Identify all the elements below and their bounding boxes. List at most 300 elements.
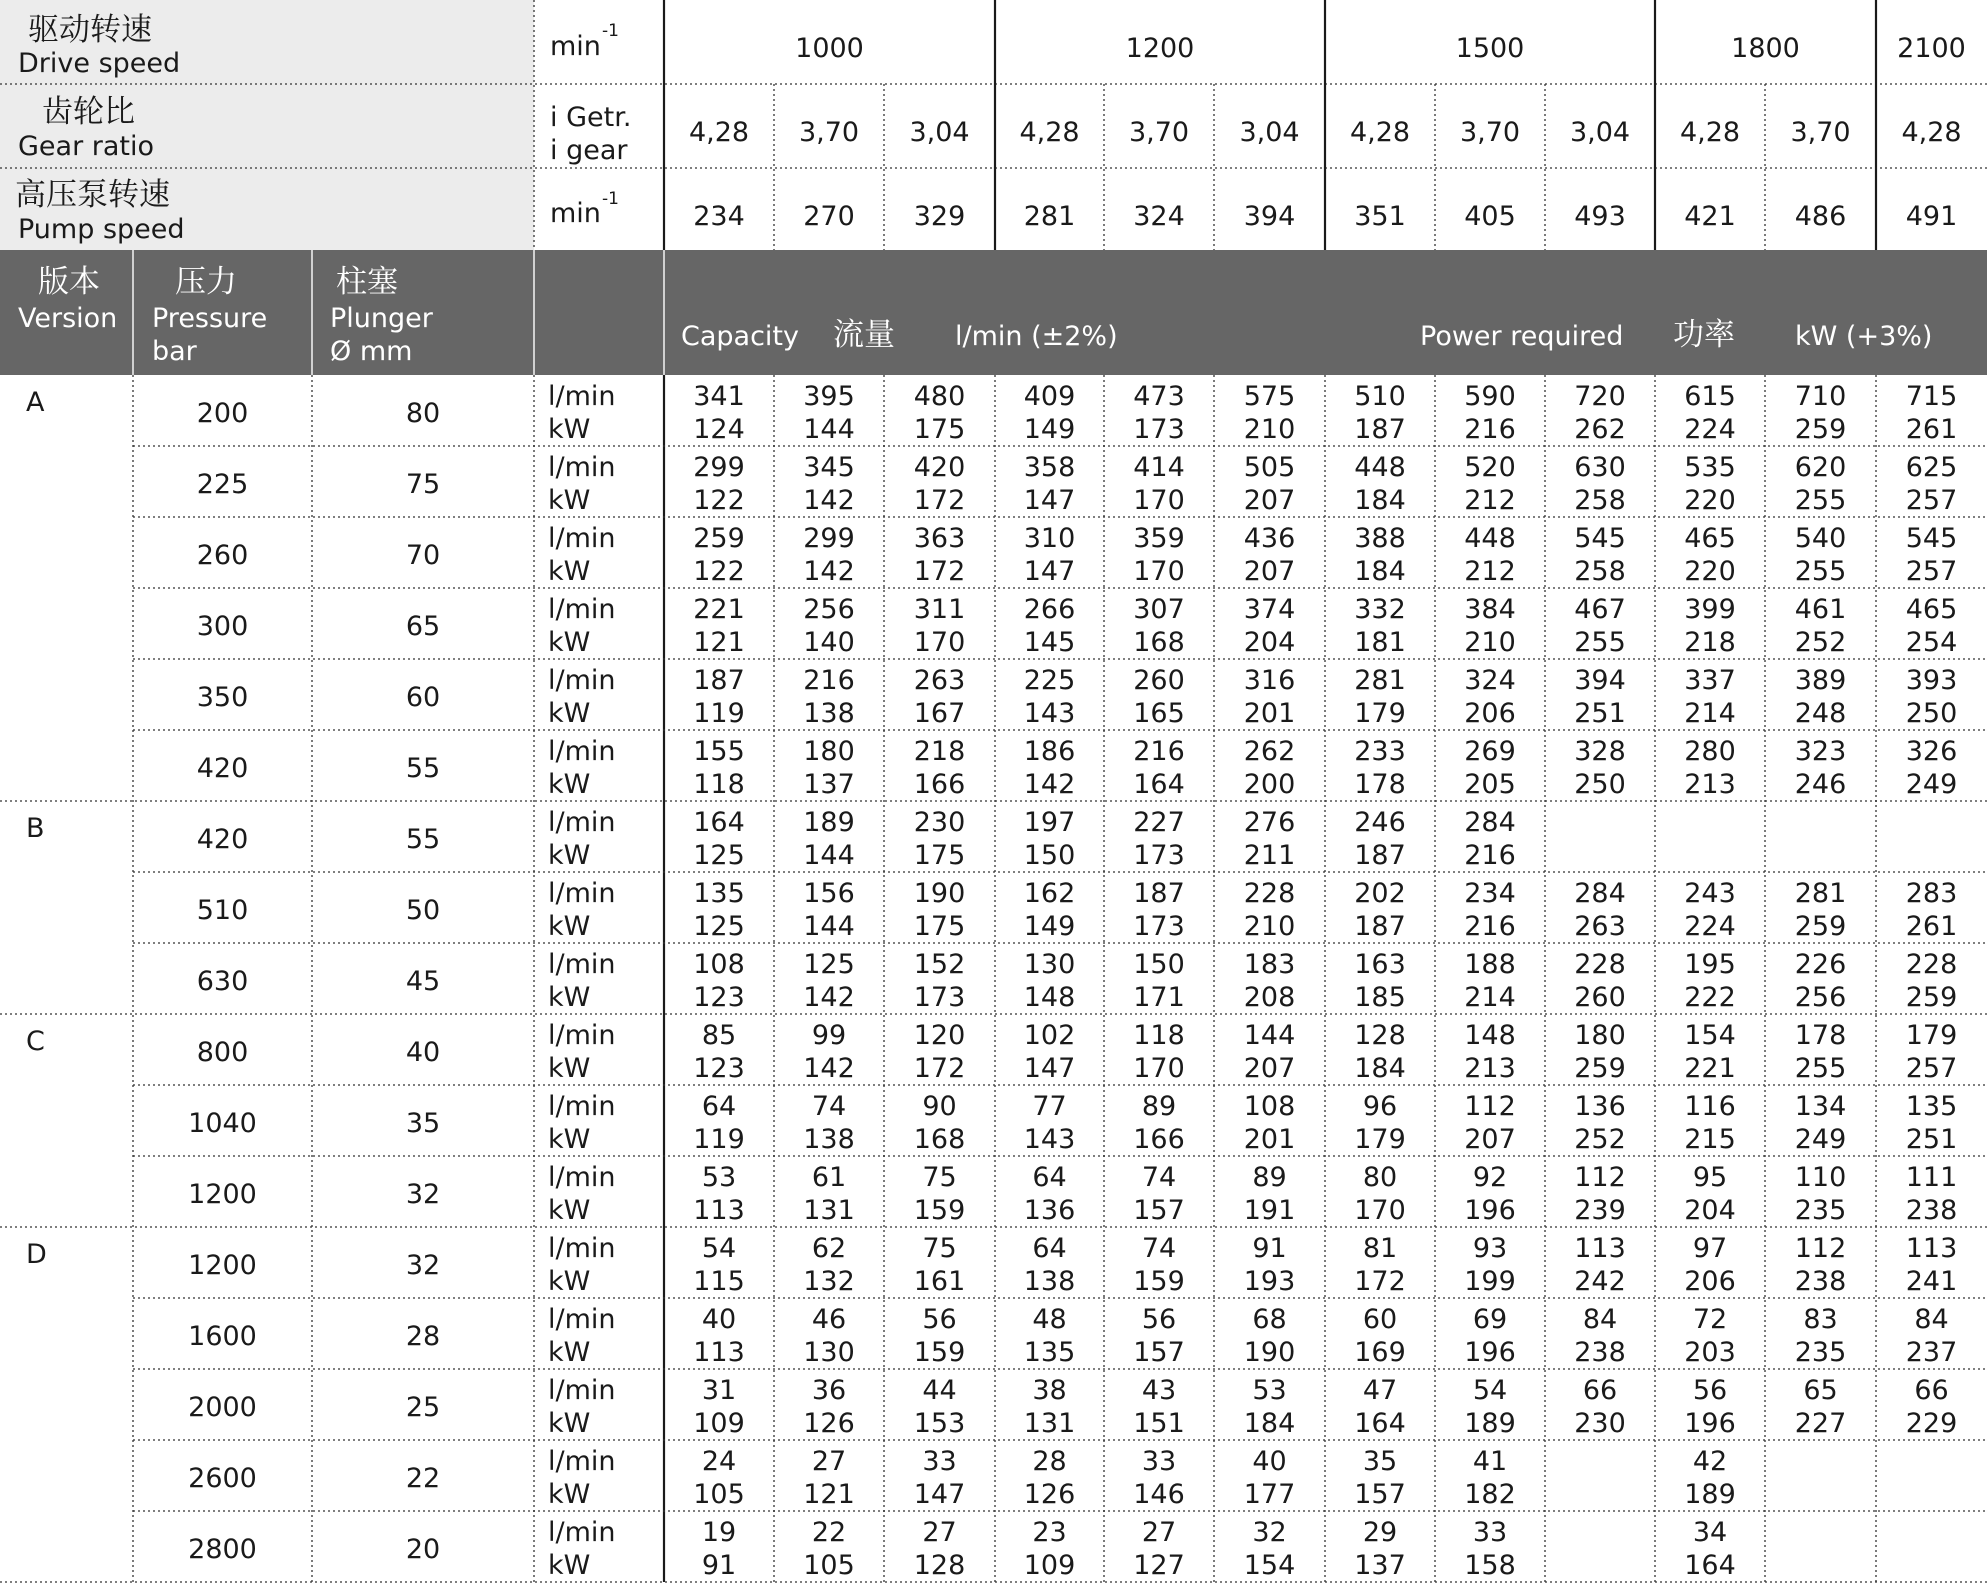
flow-value: 135 xyxy=(693,878,745,909)
flow-value: 179 xyxy=(1905,1020,1958,1051)
power-value: 252 xyxy=(1574,1124,1626,1155)
pump-speed-value: 493 xyxy=(1574,201,1626,232)
power-value: 121 xyxy=(693,627,745,658)
power-value: 255 xyxy=(1794,1053,1847,1084)
power-value: 165 xyxy=(1133,698,1185,729)
power-value: 238 xyxy=(1574,1337,1626,1368)
power-value: 113 xyxy=(693,1337,745,1368)
pressure-value: 2800 xyxy=(188,1534,257,1565)
power-value: 170 xyxy=(1133,1053,1185,1084)
plunger-value: 45 xyxy=(405,966,441,997)
power-value: 127 xyxy=(1133,1550,1185,1581)
power-unit-label: kW xyxy=(548,1550,591,1581)
flow-value: 38 xyxy=(1032,1375,1067,1406)
power-value: 252 xyxy=(1794,627,1847,658)
pressure-value: 800 xyxy=(196,1037,249,1068)
power-value: 170 xyxy=(1133,556,1185,587)
plunger-value: 35 xyxy=(405,1108,441,1139)
power-value: 214 xyxy=(1684,698,1736,729)
flow-value: 461 xyxy=(1794,594,1847,625)
flow-value: 545 xyxy=(1905,523,1958,554)
pump-speed-value: 405 xyxy=(1464,201,1516,232)
power-value: 115 xyxy=(693,1266,745,1297)
power-value: 263 xyxy=(1574,911,1626,942)
flow-value: 44 xyxy=(922,1375,957,1406)
flow-value: 108 xyxy=(693,949,745,980)
flow-value: 316 xyxy=(1243,665,1296,696)
power-value: 235 xyxy=(1794,1195,1847,1226)
power-header-cn: 功率 xyxy=(1673,317,1735,353)
power-value: 171 xyxy=(1133,982,1185,1013)
flow-value: 448 xyxy=(1464,523,1516,554)
flow-value: 465 xyxy=(1684,523,1736,554)
power-value: 138 xyxy=(803,698,855,729)
power-unit-label: kW xyxy=(548,911,591,942)
flow-value: 234 xyxy=(1464,878,1516,909)
flow-value: 307 xyxy=(1133,594,1185,625)
power-value: 257 xyxy=(1905,556,1958,587)
flow-value: 384 xyxy=(1464,594,1516,625)
flow-unit-label: l/min xyxy=(548,1375,616,1406)
flow-value: 395 xyxy=(803,381,855,412)
flow-value: 112 xyxy=(1794,1233,1847,1264)
flow-value: 540 xyxy=(1794,523,1847,554)
flow-value: 27 xyxy=(811,1446,847,1477)
power-value: 175 xyxy=(913,911,966,942)
plunger-value: 60 xyxy=(405,682,441,713)
power-value: 200 xyxy=(1243,769,1296,800)
gear-ratio-value: 3,04 xyxy=(909,117,970,148)
flow-value: 33 xyxy=(1472,1517,1508,1548)
flow-value: 47 xyxy=(1362,1375,1398,1406)
power-value: 144 xyxy=(803,840,855,871)
flow-value: 56 xyxy=(1141,1304,1177,1335)
version-label: B xyxy=(26,813,45,844)
flow-value: 420 xyxy=(913,452,966,483)
plunger-value: 80 xyxy=(405,398,441,429)
drive-speed-value: 1200 xyxy=(1125,33,1195,64)
flow-value: 266 xyxy=(1023,594,1076,625)
flow-unit-label: l/min xyxy=(548,1304,616,1335)
flow-value: 178 xyxy=(1794,1020,1847,1051)
power-value: 142 xyxy=(803,556,855,587)
flow-value: 84 xyxy=(1914,1304,1949,1335)
power-value: 187 xyxy=(1354,911,1406,942)
flow-value: 720 xyxy=(1574,381,1626,412)
power-value: 122 xyxy=(693,485,745,516)
power-value: 137 xyxy=(803,769,855,800)
flow-unit-label: l/min xyxy=(548,949,616,980)
flow-value: 118 xyxy=(1133,1020,1185,1051)
flow-value: 74 xyxy=(811,1091,847,1122)
flow-value: 246 xyxy=(1354,807,1406,838)
power-value: 227 xyxy=(1794,1408,1847,1439)
gear-ratio-value: 4,28 xyxy=(1349,117,1411,148)
power-value: 208 xyxy=(1243,982,1296,1013)
power-value: 196 xyxy=(1464,1195,1516,1226)
flow-value: 228 xyxy=(1243,878,1296,909)
power-value: 124 xyxy=(693,414,745,445)
plunger-value: 32 xyxy=(405,1179,441,1210)
power-value: 251 xyxy=(1574,698,1626,729)
power-value: 119 xyxy=(693,1124,745,1155)
flow-value: 116 xyxy=(1684,1091,1736,1122)
pressure-value: 1200 xyxy=(188,1179,257,1210)
power-value: 173 xyxy=(1133,911,1185,942)
power-value: 241 xyxy=(1905,1266,1958,1297)
power-value: 207 xyxy=(1243,556,1296,587)
flow-value: 590 xyxy=(1464,381,1516,412)
power-value: 142 xyxy=(803,1053,855,1084)
flow-value: 328 xyxy=(1574,736,1626,767)
flow-value: 163 xyxy=(1354,949,1406,980)
plunger-value: 55 xyxy=(405,824,441,855)
flow-unit-label: l/min xyxy=(548,452,616,483)
gear-ratio-value: 3,70 xyxy=(1128,117,1190,148)
flow-value: 75 xyxy=(922,1162,957,1193)
flow-value: 180 xyxy=(1574,1020,1626,1051)
flow-value: 32 xyxy=(1252,1517,1287,1548)
flow-value: 216 xyxy=(803,665,855,696)
flow-value: 27 xyxy=(922,1517,957,1548)
power-value: 181 xyxy=(1354,627,1406,658)
power-value: 238 xyxy=(1794,1266,1847,1297)
power-value: 204 xyxy=(1684,1195,1736,1226)
power-unit-label: kW xyxy=(548,1195,591,1226)
flow-value: 60 xyxy=(1362,1304,1398,1335)
pressure-value: 420 xyxy=(196,753,249,784)
flow-value: 84 xyxy=(1582,1304,1618,1335)
flow-unit-label: l/min xyxy=(548,878,616,909)
flow-value: 92 xyxy=(1472,1162,1508,1193)
version-header-en: Version xyxy=(18,303,118,334)
power-value: 177 xyxy=(1243,1479,1296,1510)
plunger-value: 40 xyxy=(405,1037,441,1068)
pump-speed-value: 486 xyxy=(1794,201,1847,232)
power-value: 172 xyxy=(913,556,966,587)
plunger-value: 70 xyxy=(405,540,441,571)
gear-ratio-value: 4,28 xyxy=(1901,117,1962,148)
header-band-background xyxy=(0,250,1987,375)
version-label: D xyxy=(26,1239,47,1270)
flow-value: 281 xyxy=(1354,665,1406,696)
version-header-cn: 版本 xyxy=(38,264,100,300)
power-value: 257 xyxy=(1905,1053,1958,1084)
flow-value: 128 xyxy=(1354,1020,1406,1051)
power-value: 159 xyxy=(1133,1266,1185,1297)
flow-value: 102 xyxy=(1023,1020,1076,1051)
power-value: 199 xyxy=(1464,1266,1516,1297)
plunger-value: 20 xyxy=(405,1534,441,1565)
pump-speed-value: 351 xyxy=(1354,201,1406,232)
power-value: 215 xyxy=(1684,1124,1736,1155)
power-value: 168 xyxy=(913,1124,966,1155)
pressure-header-en: Pressure xyxy=(152,303,268,334)
flow-value: 510 xyxy=(1354,381,1406,412)
power-value: 249 xyxy=(1794,1124,1847,1155)
power-value: 131 xyxy=(1023,1408,1076,1439)
plunger-value: 32 xyxy=(405,1250,441,1281)
flow-unit-label: l/min xyxy=(548,523,616,554)
power-value: 166 xyxy=(1133,1124,1185,1155)
power-value: 142 xyxy=(1023,769,1076,800)
flow-value: 66 xyxy=(1914,1375,1949,1406)
flow-value: 281 xyxy=(1794,878,1847,909)
power-value: 212 xyxy=(1464,556,1516,587)
power-value: 210 xyxy=(1243,414,1296,445)
power-value: 190 xyxy=(1243,1337,1296,1368)
flow-value: 197 xyxy=(1023,807,1076,838)
flow-value: 91 xyxy=(1252,1233,1287,1264)
power-value: 131 xyxy=(803,1195,855,1226)
pump-speed-label-cn: 高压泵转速 xyxy=(15,177,170,213)
power-unit-label: kW xyxy=(548,1337,591,1368)
pump-speed-value: 421 xyxy=(1684,201,1736,232)
power-unit-label: kW xyxy=(548,1124,591,1155)
power-value: 191 xyxy=(1243,1195,1296,1226)
flow-value: 28 xyxy=(1032,1446,1067,1477)
flow-value: 48 xyxy=(1032,1304,1067,1335)
flow-value: 74 xyxy=(1141,1162,1177,1193)
flow-unit-label: l/min xyxy=(548,1020,616,1051)
pressure-header-cn: 压力 xyxy=(175,264,237,300)
flow-value: 19 xyxy=(701,1517,737,1548)
flow-value: 113 xyxy=(1574,1233,1626,1264)
flow-value: 81 xyxy=(1362,1233,1398,1264)
power-value: 184 xyxy=(1354,556,1406,587)
flow-value: 358 xyxy=(1023,452,1076,483)
flow-value: 75 xyxy=(922,1233,957,1264)
power-value: 221 xyxy=(1684,1053,1736,1084)
flow-value: 89 xyxy=(1141,1091,1177,1122)
pressure-value: 350 xyxy=(196,682,249,713)
flow-value: 64 xyxy=(701,1091,737,1122)
power-value: 255 xyxy=(1794,556,1847,587)
flow-value: 53 xyxy=(701,1162,737,1193)
power-value: 224 xyxy=(1684,911,1736,942)
power-value: 250 xyxy=(1574,769,1626,800)
flow-value: 190 xyxy=(913,878,966,909)
power-value: 136 xyxy=(1023,1195,1076,1226)
pressure-value: 200 xyxy=(196,398,249,429)
power-value: 173 xyxy=(1133,840,1185,871)
flow-value: 323 xyxy=(1794,736,1847,767)
plunger-value: 50 xyxy=(405,895,441,926)
power-value: 157 xyxy=(1133,1195,1185,1226)
power-value: 173 xyxy=(1133,414,1185,445)
power-value: 239 xyxy=(1574,1195,1626,1226)
power-unit-label: kW xyxy=(548,1408,591,1439)
drive-speed-value: 1800 xyxy=(1731,33,1800,64)
pump-speed-value: 234 xyxy=(693,201,745,232)
power-value: 238 xyxy=(1905,1195,1958,1226)
flow-value: 65 xyxy=(1803,1375,1838,1406)
drive-speed-value: 1000 xyxy=(795,33,864,64)
power-value: 118 xyxy=(693,769,745,800)
version-label: C xyxy=(26,1026,45,1057)
flow-value: 715 xyxy=(1905,381,1958,412)
flow-value: 341 xyxy=(693,381,745,412)
power-value: 255 xyxy=(1574,627,1626,658)
power-value: 189 xyxy=(1684,1479,1736,1510)
power-value: 173 xyxy=(913,982,966,1013)
gear-ratio-value: 4,28 xyxy=(1019,117,1080,148)
pressure-value: 260 xyxy=(196,540,249,571)
flow-unit-label: l/min xyxy=(548,1091,616,1122)
pump-speed-value: 281 xyxy=(1023,201,1076,232)
drive-speed-label-en: Drive speed xyxy=(18,48,181,79)
power-value: 170 xyxy=(913,627,966,658)
power-value: 211 xyxy=(1243,840,1296,871)
power-value: 119 xyxy=(693,698,745,729)
power-unit-label: kW xyxy=(548,1053,591,1084)
flow-value: 22 xyxy=(811,1517,847,1548)
power-value: 149 xyxy=(1023,414,1076,445)
power-value: 258 xyxy=(1574,556,1626,587)
power-value: 205 xyxy=(1464,769,1516,800)
flow-value: 36 xyxy=(811,1375,847,1406)
power-value: 257 xyxy=(1905,485,1958,516)
gear-ratio-value: 3,04 xyxy=(1569,117,1631,148)
power-value: 172 xyxy=(913,485,966,516)
power-value: 213 xyxy=(1464,1053,1516,1084)
flow-value: 64 xyxy=(1032,1162,1067,1193)
power-header-en: Power required xyxy=(1420,321,1624,352)
flow-value: 156 xyxy=(803,878,855,909)
power-value: 144 xyxy=(803,414,855,445)
flow-value: 448 xyxy=(1354,452,1406,483)
flow-unit-label: l/min xyxy=(548,594,616,625)
gear-ratio-unit-line1: i Getr. xyxy=(550,102,632,133)
power-value: 261 xyxy=(1905,911,1958,942)
flow-value: 66 xyxy=(1582,1375,1618,1406)
flow-value: 85 xyxy=(701,1020,737,1051)
flow-value: 465 xyxy=(1905,594,1958,625)
flow-value: 409 xyxy=(1023,381,1076,412)
power-unit-label: kW xyxy=(548,556,591,587)
flow-value: 225 xyxy=(1023,665,1076,696)
power-value: 178 xyxy=(1354,769,1406,800)
flow-value: 162 xyxy=(1023,878,1076,909)
flow-value: 520 xyxy=(1464,452,1516,483)
flow-value: 23 xyxy=(1032,1517,1067,1548)
flow-value: 83 xyxy=(1803,1304,1838,1335)
power-value: 210 xyxy=(1464,627,1516,658)
flow-value: 202 xyxy=(1354,878,1406,909)
flow-unit-label: l/min xyxy=(548,1446,616,1477)
power-value: 172 xyxy=(1354,1266,1406,1297)
flow-value: 89 xyxy=(1252,1162,1287,1193)
flow-value: 233 xyxy=(1354,736,1406,767)
flow-value: 299 xyxy=(693,452,745,483)
power-value: 164 xyxy=(1354,1408,1406,1439)
power-value: 138 xyxy=(1023,1266,1076,1297)
power-value: 201 xyxy=(1243,1124,1296,1155)
power-value: 184 xyxy=(1243,1408,1296,1439)
power-value: 196 xyxy=(1684,1408,1736,1439)
pump-speed-unit: min xyxy=(550,198,601,229)
power-value: 203 xyxy=(1684,1337,1736,1368)
flow-unit-label: l/min xyxy=(548,736,616,767)
power-value: 216 xyxy=(1464,911,1516,942)
flow-value: 31 xyxy=(701,1375,737,1406)
power-value: 206 xyxy=(1684,1266,1736,1297)
power-value: 261 xyxy=(1905,414,1958,445)
power-value: 187 xyxy=(1354,414,1406,445)
power-value: 132 xyxy=(803,1266,855,1297)
power-value: 147 xyxy=(913,1479,966,1510)
flow-value: 620 xyxy=(1794,452,1847,483)
flow-value: 144 xyxy=(1243,1020,1296,1051)
power-value: 201 xyxy=(1243,698,1296,729)
power-value: 157 xyxy=(1354,1479,1406,1510)
flow-unit-label: l/min xyxy=(548,1162,616,1193)
power-value: 246 xyxy=(1794,769,1847,800)
flow-value: 227 xyxy=(1133,807,1185,838)
power-value: 161 xyxy=(913,1266,966,1297)
flow-value: 29 xyxy=(1362,1517,1398,1548)
pressure-value: 2000 xyxy=(188,1392,257,1423)
flow-value: 345 xyxy=(803,452,855,483)
flow-value: 27 xyxy=(1141,1517,1177,1548)
pressure-value: 510 xyxy=(196,895,249,926)
pressure-value: 225 xyxy=(196,469,249,500)
power-value: 105 xyxy=(803,1550,855,1581)
power-value: 143 xyxy=(1023,1124,1076,1155)
power-value: 216 xyxy=(1464,840,1516,871)
pump-speed-unit-sup: -1 xyxy=(602,189,619,209)
flow-value: 284 xyxy=(1574,878,1626,909)
power-value: 170 xyxy=(1354,1195,1406,1226)
plunger-header-en: Plunger xyxy=(330,303,433,334)
power-value: 224 xyxy=(1684,414,1736,445)
power-value: 109 xyxy=(1023,1550,1076,1581)
flow-value: 414 xyxy=(1133,452,1185,483)
flow-value: 221 xyxy=(693,594,745,625)
power-value: 237 xyxy=(1905,1337,1958,1368)
power-unit-label: kW xyxy=(548,840,591,871)
flow-value: 263 xyxy=(913,665,966,696)
flow-value: 135 xyxy=(1905,1091,1958,1122)
plunger-value: 22 xyxy=(405,1463,441,1494)
power-value: 150 xyxy=(1023,840,1076,871)
plunger-header-cn: 柱塞 xyxy=(336,264,398,300)
pressure-value: 2600 xyxy=(188,1463,257,1494)
power-unit-label: kW xyxy=(548,414,591,445)
flow-value: 183 xyxy=(1243,949,1296,980)
power-value: 170 xyxy=(1133,485,1185,516)
flow-value: 99 xyxy=(811,1020,847,1051)
flow-value: 24 xyxy=(701,1446,737,1477)
capacity-header-unit: l/min (±2%) xyxy=(955,321,1118,352)
power-value: 207 xyxy=(1243,1053,1296,1084)
power-value: 123 xyxy=(693,982,745,1013)
flow-value: 113 xyxy=(1905,1233,1958,1264)
power-value: 259 xyxy=(1905,982,1958,1013)
power-unit-label: kW xyxy=(548,698,591,729)
power-value: 256 xyxy=(1794,982,1847,1013)
power-value: 250 xyxy=(1905,698,1958,729)
power-value: 196 xyxy=(1464,1337,1516,1368)
pump-speed-value: 270 xyxy=(803,201,855,232)
flow-value: 53 xyxy=(1252,1375,1287,1406)
flow-value: 93 xyxy=(1472,1233,1508,1264)
power-value: 130 xyxy=(803,1337,855,1368)
power-value: 214 xyxy=(1464,982,1516,1013)
power-value: 135 xyxy=(1023,1337,1076,1368)
pump-speed-label-en: Pump speed xyxy=(18,214,185,245)
flow-value: 155 xyxy=(693,736,745,767)
